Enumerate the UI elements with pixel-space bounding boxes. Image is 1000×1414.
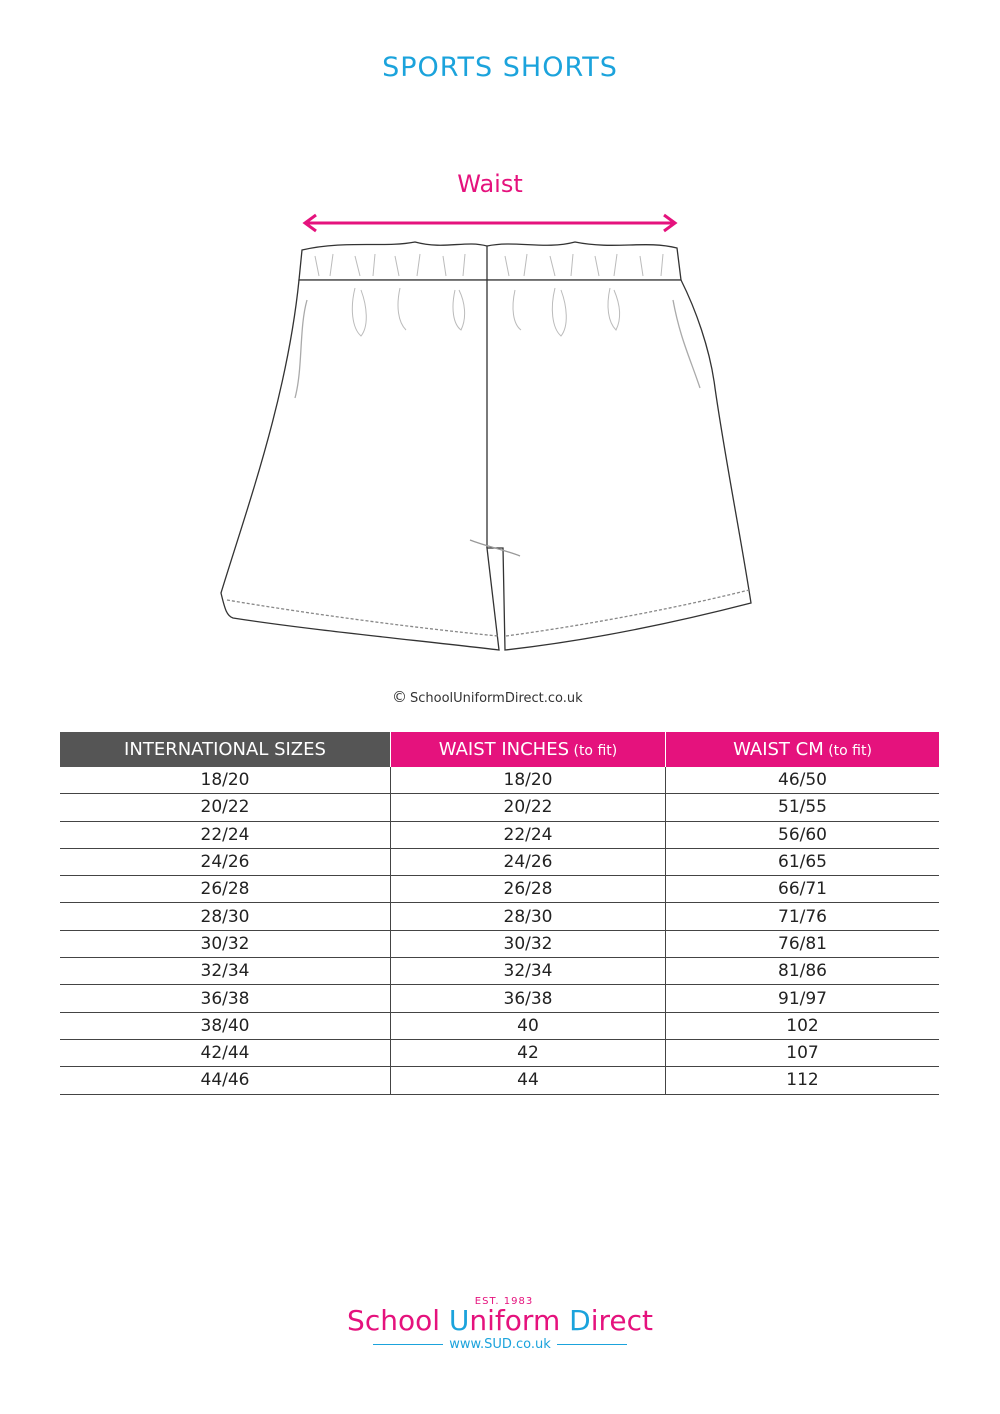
cell-waist-cm: 51/55 [666,794,940,821]
cell-waist-inches: 44 [391,1067,666,1094]
table-row [60,958,939,985]
table-row [60,876,939,903]
cell-waist-inches: 18/20 [391,767,666,794]
header-waist-cm: WAIST CM (to fit) [666,732,940,767]
header-international-sizes: INTERNATIONAL SIZES [60,732,391,767]
cell-international-size: 24/26 [60,848,391,875]
cell-waist-cm: 56/60 [666,821,940,848]
cell-international-size: 44/46 [60,1067,391,1094]
logo-est: EST. 1983 [474,1296,534,1307]
table-row [60,1012,939,1039]
cell-waist-inches: 24/26 [391,848,666,875]
cell-international-size: 42/44 [60,1039,391,1066]
logo-url: www.SUD.co.uk [449,1337,551,1352]
cell-waist-cm: 66/71 [666,876,940,903]
cell-waist-inches: 40 [391,1012,666,1039]
cell-waist-cm: 61/65 [666,848,940,875]
cell-waist-cm: 112 [666,1067,940,1094]
table-row [60,848,939,875]
table-row [60,821,939,848]
logo-rule-left [373,1344,443,1345]
copyright-notice [392,688,583,706]
cell-waist-cm: 102 [666,1012,940,1039]
cell-international-size: 38/40 [60,1012,391,1039]
cell-waist-inches: 36/38 [391,985,666,1012]
cell-international-size: 22/24 [60,821,391,848]
size-table [60,732,939,1095]
cell-waist-inches: 28/30 [391,903,666,930]
cell-waist-inches: 20/22 [391,794,666,821]
copyright-icon: © [392,688,407,706]
table-row [60,794,939,821]
cell-waist-cm: 81/86 [666,958,940,985]
table-row [60,903,939,930]
cell-waist-inches: 42 [391,1039,666,1066]
cell-waist-inches: 22/24 [391,821,666,848]
logo-rule-right [557,1344,627,1345]
cell-international-size: 32/34 [60,958,391,985]
cell-international-size: 36/38 [60,985,391,1012]
cell-waist-cm: 107 [666,1039,940,1066]
cell-waist-cm: 76/81 [666,930,940,957]
cell-waist-inches: 30/32 [391,930,666,957]
cell-waist-cm: 71/76 [666,903,940,930]
shorts-illustration [215,238,760,658]
table-row [60,930,939,957]
table-row [60,985,939,1012]
cell-international-size: 30/32 [60,930,391,957]
cell-international-size: 26/28 [60,876,391,903]
cell-international-size: 28/30 [60,903,391,930]
cell-waist-cm: 91/97 [666,985,940,1012]
waist-arrow-icon [300,213,680,233]
school-uniform-direct-logo [0,1296,1000,1352]
cell-waist-inches: 26/28 [391,876,666,903]
cell-waist-inches: 32/34 [391,958,666,985]
cell-international-size: 20/22 [60,794,391,821]
table-row [60,1067,939,1094]
copyright-text: SchoolUniformDirect.co.uk [410,691,583,706]
cell-international-size: 18/20 [60,767,391,794]
table-row [60,767,939,794]
page-title: SPORTS SHORTS [382,52,618,83]
table-row [60,1039,939,1066]
logo-brand: School Uniform Direct [347,1304,653,1337]
header-waist-inches: WAIST INCHES (to fit) [391,732,666,767]
waist-label: Waist [457,170,523,198]
cell-waist-cm: 46/50 [666,767,940,794]
logo-url-row [0,1337,1000,1352]
